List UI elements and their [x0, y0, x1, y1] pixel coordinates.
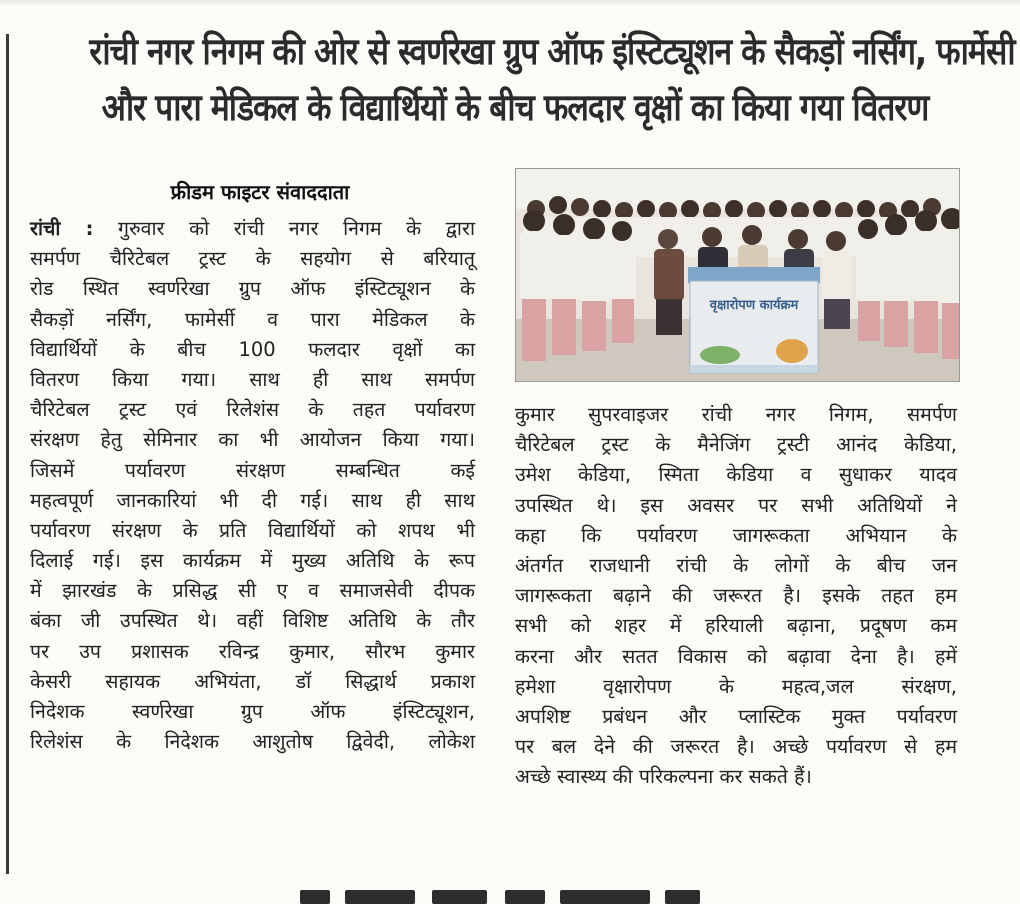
body-line: चैरिटेबल ट्रस्ट के मैनेजिंग ट्रस्टी आनंद केडिया, [515, 433, 957, 457]
photo-banner-text: वृक्षारोपण कार्यक्रम [709, 298, 799, 313]
body-line: पर बल देने की जरूरत है। अच्छे पर्यावरण से हम [515, 735, 957, 759]
body-line: पर उप प्रशासक रविन्द्र कुमार, सौरभ कुमार [30, 639, 475, 663]
body-line: संरक्षण हेतु सेमिनार का भी आयोजन किया गया। [30, 428, 475, 452]
photo-scene [516, 169, 959, 381]
body-line: सैकड़ों नर्सिंग, फामेर्सी व पारा मेडिकल के [30, 307, 475, 331]
body-line: रिलेशंस के निदेशक आशुतोष द्विवेदी, लोकेश [30, 730, 475, 754]
article-headline [89, 24, 1015, 136]
column-rule [6, 34, 9, 874]
lead-text: गुरुवार को रांची नगर निगम के द्वारा [93, 217, 476, 240]
body-line: अपशिष्ट प्रबंधन और प्लास्टिक मुक्त पर्यावरण [515, 704, 957, 728]
body-line: उमेश केडिया, स्मिता केडिया व सुधाकर यादव [515, 463, 957, 487]
body-line: कुमार सुपरवाइजर रांची नगर निगम, समर्पण [515, 403, 957, 426]
body-line: उपस्थित थे। इस अवसर पर सभी अतिथियों ने [515, 493, 957, 517]
news-photo [515, 168, 960, 382]
headline-line-1: रांची नगर निगम की ओर से स्वर्णरेखा ग्रुप ऑफ इंस्टिट्यूशन के सैकड़ों नर्सिंग, फार्मेसी [89, 30, 1015, 73]
body-line [30, 214, 475, 244]
body-line: जागरूकता बढ़ाने की जरूरत है। इसके तहत हम [515, 584, 957, 608]
body-line: जिसमें पर्यावरण संरक्षण सम्बन्धित कई [30, 458, 475, 482]
article-column-2 [515, 400, 957, 792]
body-line: वितरण किया गया। साथ ही साथ समर्पण [30, 367, 475, 391]
head-table [688, 267, 820, 373]
body-line: समर्पण चैरिटेबल ट्रस्ट के सहयोग से बरियातू [30, 247, 475, 271]
next-article-cutoff [0, 886, 1020, 904]
article-column-1 [30, 214, 475, 757]
body-line: महत्वपूर्ण जानकारियां भी दी गई। साथ ही साथ [30, 488, 475, 512]
body-line: दिलाई गई। इस कार्यक्रम में मुख्य अतिथि के रूप [30, 549, 475, 573]
body-line: करना और सतत विकास को बढ़ावा देना है। हमें [515, 644, 957, 668]
body-line: हमेशा वृक्षारोपण के महत्व,जल संरक्षण, [515, 674, 957, 698]
body-line: अंतर्गत राजधानी रांची के लोगों के बीच जन [515, 553, 957, 577]
body-line: निदेशक स्वर्णरेखा ग्रुप ऑफ इंस्टिट्यूशन, [30, 700, 475, 723]
dateline: रांची : [30, 217, 94, 240]
body-line: चैरिटेबल ट्रस्ट एवं रिलेशंस के तहत पर्यावरण [30, 398, 475, 422]
body-line: विद्यार्थियों के बीच 100 फलदार वृक्षों का [30, 337, 475, 361]
body-line: कहा कि पर्यावरण जागरूकता अभियान के [515, 523, 957, 547]
body-line: में झारखंड के प्रसिद्ध सी ए व समाजसेवी दीपक [30, 579, 475, 603]
body-line: बंका जी उपस्थित थे। वहीं विशिष्ट अतिथि के तौर [30, 609, 475, 633]
body-line: सभी को शहर में हरियाली बढ़ाना, प्रदूषण कम [515, 614, 957, 638]
body-line: अच्छे स्वास्थ्य की परिकल्पना कर सकते हैं। [515, 765, 812, 789]
headline-line-2: और पारा मेडिकल के विद्यार्थियों के बीच फलदार वृक्षों का किया गया वितरण [101, 86, 929, 129]
body-line: केसरी सहायक अभियंता, डॉ सिद्धार्थ प्रकाश [30, 669, 475, 693]
body-line: पर्यावरण संरक्षण के प्रति विद्यार्थियों को शपथ भी [30, 518, 475, 542]
top-border [0, 0, 1020, 6]
byline: फ्रीडम फाइटर संवाददाता [170, 180, 350, 204]
body-line: रोड स्थित स्वर्णरेखा ग्रुप ऑफ इंस्टिट्यूशन के [30, 277, 475, 301]
